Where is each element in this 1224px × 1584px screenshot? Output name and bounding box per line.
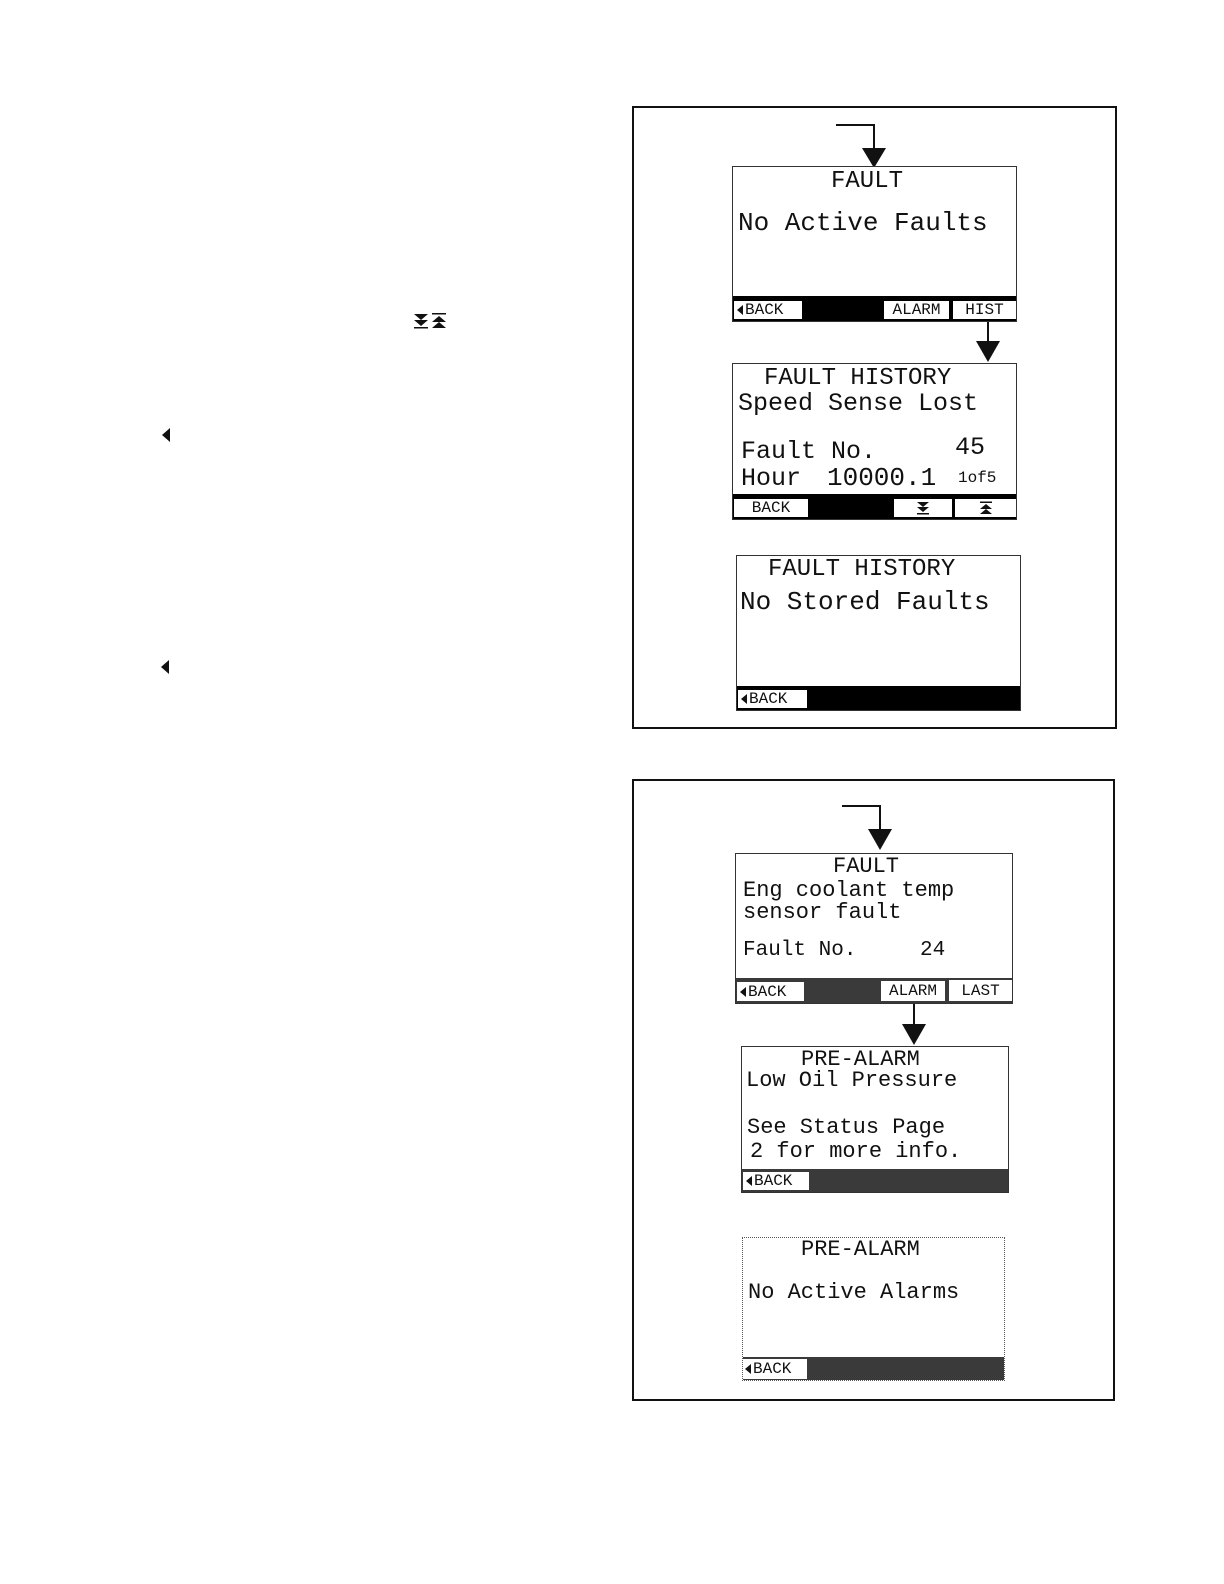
left-triangle-icon: [745, 1364, 751, 1374]
hour-label: Hour: [741, 464, 802, 493]
softkey-bar: [733, 296, 1016, 321]
left-triangle-icon: [746, 1176, 752, 1186]
left-triangle-icon: [741, 694, 747, 704]
scroll-down-softkey[interactable]: [894, 499, 952, 517]
screen-title: FAULT HISTORY: [768, 556, 956, 583]
fault-screen: [732, 166, 1017, 322]
screen-title: FAULT: [831, 168, 904, 195]
double-chevron-down-icon: [916, 501, 930, 515]
fault-description: Speed Sense Lost: [738, 389, 979, 418]
alarm-softkey[interactable]: ALARM: [881, 981, 945, 1001]
back-softkey[interactable]: BACK: [743, 1172, 809, 1190]
screen-message: No Stored Faults: [740, 587, 990, 617]
fault-number-label: Fault No.: [741, 437, 877, 466]
info-line2: 2 for more info.: [750, 1139, 962, 1164]
screen-message: No Active Faults: [738, 208, 988, 238]
screen-title: PRE-ALARM: [801, 1047, 920, 1072]
fault-number-label: Fault No.: [743, 939, 857, 962]
hist-softkey[interactable]: HIST: [953, 301, 1016, 319]
back-softkey[interactable]: BACK: [743, 1359, 807, 1379]
prealarm-screen: [741, 1046, 1009, 1193]
left-triangle-icon: [740, 987, 746, 997]
alarm-description: Low Oil Pressure: [746, 1068, 958, 1093]
back-softkey[interactable]: BACK: [734, 301, 802, 319]
screen-title: FAULT HISTORY: [764, 365, 952, 392]
empty-fault-history-screen: [736, 555, 1021, 711]
screen-title: PRE-ALARM: [801, 1237, 920, 1262]
screen-title: FAULT: [833, 854, 900, 879]
fault-history-screen: [732, 363, 1017, 520]
softkey-bar: [743, 1357, 1004, 1380]
fault-description-line2: sensor fault: [743, 900, 902, 925]
record-index: 1of5: [958, 469, 997, 487]
fault-number-value: 24: [920, 939, 946, 962]
screen-message: No Active Alarms: [748, 1280, 960, 1305]
left-triangle-icon: [737, 305, 743, 315]
alarm-softkey[interactable]: ALARM: [884, 301, 949, 319]
hour-value: 10000.1: [827, 463, 937, 493]
back-softkey[interactable]: BACK: [737, 982, 804, 1001]
no-alarm-screen: [742, 1237, 1005, 1381]
softkey-bar: [733, 494, 1016, 519]
scroll-up-softkey[interactable]: [955, 499, 1016, 517]
fault-number-value: 45: [955, 433, 986, 462]
active-fault-screen: [735, 853, 1013, 1004]
back-softkey[interactable]: BACK: [734, 499, 808, 517]
softkey-bar: [742, 1169, 1008, 1192]
back-softkey[interactable]: BACK: [738, 690, 807, 708]
fault-description-line1: Eng coolant temp: [743, 878, 955, 903]
softkey-bar: [737, 686, 1020, 710]
softkey-bar: [736, 978, 1012, 1003]
double-chevron-up-icon: [979, 501, 993, 515]
info-line1: See Status Page: [747, 1115, 946, 1140]
last-softkey[interactable]: LAST: [949, 980, 1012, 1001]
